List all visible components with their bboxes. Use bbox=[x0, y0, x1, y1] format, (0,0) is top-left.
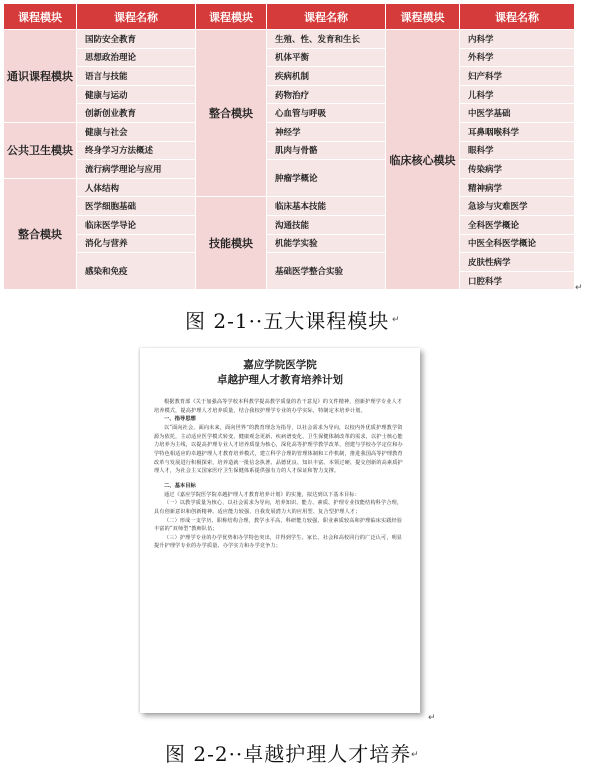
module-name-cell: 整合模块 bbox=[196, 30, 266, 196]
course-name-cell: 内科学 bbox=[460, 30, 574, 48]
document-goal-3: （三）护理学专业的办学优势和办学特色突出，并得到学生、家长、社会和高校同行的广泛认可，明显提升护理学专业的办学质量、办学实力和办学竞争力； bbox=[154, 534, 403, 550]
course-name-cell: 消化与营养 bbox=[77, 235, 195, 253]
course-name-cell: 基础医学整合实验 bbox=[267, 253, 385, 289]
course-name-cell: 临床基本技能 bbox=[267, 197, 385, 215]
document-title-line1: 嘉应学院医学院 bbox=[243, 359, 317, 371]
course-name-cell: 机能学实验 bbox=[267, 235, 385, 253]
document-goal-1: （一）以教学质量为核心，以社会需求为导向，培养知识、能力、素质、护理专业技能结构科学合理，具有创新意识和创新精神、适应能力较强，自我发展潜力大的应用型、复合型护理人才； bbox=[154, 500, 403, 515]
course-name-cell: 健康与社会 bbox=[77, 123, 195, 141]
course-name-cell: 疾病机制 bbox=[267, 67, 385, 85]
course-name-cell: 中医学基础 bbox=[460, 104, 574, 122]
figure-caption-2-1: 图 2-1··五大课程模块 bbox=[185, 309, 390, 333]
header-course: 课程名称 bbox=[460, 4, 574, 29]
header-course: 课程名称 bbox=[77, 4, 195, 29]
course-name-cell: 精神病学 bbox=[460, 179, 574, 197]
course-name-cell: 药物治疗 bbox=[267, 86, 385, 104]
course-name-cell: 机体平衡 bbox=[267, 49, 385, 67]
course-name-cell: 肌肉与骨骼 bbox=[267, 142, 385, 160]
document-heading-goals: 二、基本目标 bbox=[164, 482, 196, 489]
course-name-cell: 妇产科学 bbox=[460, 67, 574, 85]
module-name-cell: 公共卫生模块 bbox=[4, 123, 76, 178]
paragraph-mark: ↵ bbox=[575, 283, 583, 293]
training-plan-document-image bbox=[140, 348, 420, 713]
module-name-cell: 通识课程模块 bbox=[4, 30, 76, 122]
document-intro-paragraph: 根据教育部《关于加强高等学校本科教学提高教学质量的若干意见》的文件精神，创新护理学专业人才培养模式，提高护理人才培养质量，结合我校护理学专业的办学实际，特制定本培养计划。 bbox=[154, 399, 403, 414]
course-name-cell: 流行病学理论与应用 bbox=[77, 160, 195, 178]
document-goal-2: （二）形成一支学历、职称结构合理，教学水平高、科研能力较强、职业素质较高和护理临床实践经验丰富的“双师型”教师队伍； bbox=[154, 517, 403, 533]
document-guiding-paragraph: 以“面向社会，面向未来，面向世界”的教育理念为指导，以社会需求为导向，以校内外优质护理教学资源为依托，主动适应医学模式转变、健康观念更新、疾病谱变化、卫生保健体制改革的需求，以护士核心能力培养为主线，以提高护理专业人才培养质量为核心，深化高等护理学教学改革，创建与学校办学定位和办学特色相适应的卓越护理人才教育培养模式，建立科学合理的管理体制和工作机制，推进我国高等护理教育改革与发展进行积极探索，培养造就一批信念执著、品德优良、知识丰富、本领过硬、提交创新的高素质护理人才，为社会主义国家医疗卫生保健体系提供强有力的人才保证和智力支撑。 bbox=[154, 425, 403, 475]
course-name-cell: 口腔科学 bbox=[460, 272, 574, 290]
paragraph-mark: ↵ bbox=[428, 713, 436, 723]
course-name-cell: 终身学习方法概述 bbox=[77, 142, 195, 160]
course-name-cell: 眼科学 bbox=[460, 142, 574, 160]
document-goals-intro: 通过《嘉应学院医学院卓越护理人才教育培养计划》的实施，拟达到以下基本目标： bbox=[164, 491, 360, 498]
course-name-cell: 语言与技能 bbox=[77, 67, 195, 85]
header-module: 课程模块 bbox=[4, 4, 76, 29]
course-name-cell: 思想政治理论 bbox=[77, 49, 195, 67]
course-name-cell: 肿瘤学概论 bbox=[267, 160, 385, 196]
course-name-cell: 皮肤性病学 bbox=[460, 253, 574, 271]
course-name-cell: 急诊与灾难医学 bbox=[460, 197, 574, 215]
document-title-line2: 卓越护理人才教育培养计划 bbox=[217, 374, 343, 386]
course-name-cell: 创新创业教育 bbox=[77, 104, 195, 122]
course-name-cell: 传染病学 bbox=[460, 160, 574, 178]
header-module: 课程模块 bbox=[386, 4, 459, 29]
course-name-cell: 耳鼻咽喉科学 bbox=[460, 123, 574, 141]
course-name-cell: 全科医学概论 bbox=[460, 216, 574, 234]
course-name-cell: 临床医学导论 bbox=[77, 216, 195, 234]
course-module-table bbox=[4, 4, 574, 290]
course-name-cell: 神经学 bbox=[267, 123, 385, 141]
course-name-cell: 外科学 bbox=[460, 49, 574, 67]
module-name-cell: 临床核心模块 bbox=[386, 30, 459, 289]
header-course: 课程名称 bbox=[267, 4, 385, 29]
course-name-cell: 人体结构 bbox=[77, 179, 195, 197]
course-name-cell: 国防安全教育 bbox=[77, 30, 195, 48]
course-name-cell: 儿科学 bbox=[460, 86, 574, 104]
course-name-cell: 生殖、性、发育和生长 bbox=[267, 30, 385, 48]
course-name-cell: 感染和免疫 bbox=[77, 253, 195, 289]
course-name-cell: 健康与运动 bbox=[77, 86, 195, 104]
paragraph-mark: ↵ bbox=[411, 750, 419, 760]
course-name-cell: 医学细胞基础 bbox=[77, 197, 195, 215]
course-name-cell: 沟通技能 bbox=[267, 216, 385, 234]
figure-caption-2-2: 图 2-2··卓越护理人才培养 bbox=[165, 742, 412, 766]
course-name-cell: 心血管与呼吸 bbox=[267, 104, 385, 122]
module-name-cell: 技能模块 bbox=[196, 197, 266, 289]
document-heading-guiding: 一、指导思想 bbox=[164, 416, 196, 423]
module-name-cell: 整合模块 bbox=[4, 179, 76, 290]
course-name-cell: 中医全科医学概论 bbox=[460, 235, 574, 253]
header-module: 课程模块 bbox=[196, 4, 266, 29]
paragraph-mark: ↵ bbox=[392, 315, 400, 325]
